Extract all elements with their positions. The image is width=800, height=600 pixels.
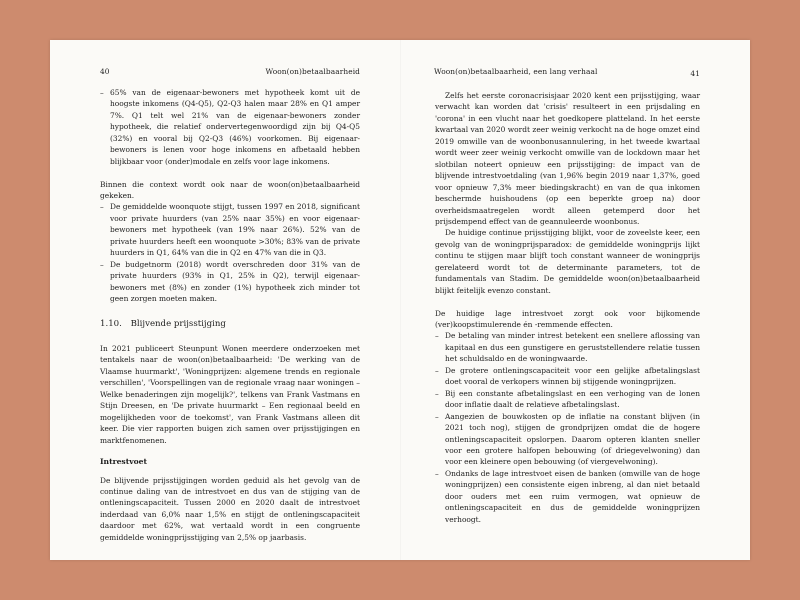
list-item: – Ondanks de lage intrestvoet eisen de banken (omwille van de hoge woningprijzen) een consistente eigen inbreng, al dan niet betaald door ouders met een ruim vermogen, wat opnieuw de ontleningscapaciteit en dus de gemiddelde woningprijzen verhoogt. [435, 468, 700, 525]
paragraph: De huidige continue prijsstijging blijkt, voor de zoveelste keer, een gevolg van de woningprijsparadox: de gemiddelde woningprijs lijkt continu te stijgen maar blijft toch constant wanneer de woningprijs gerelateerd wordt tot de determinante parameters, tot de fundamentals van Stadim. De gemiddelde woon(on)betaalbaarheid blijkt feitelijk evenzo constant. [435, 228, 700, 295]
section-number: 1.10. [100, 318, 122, 329]
running-head: Woon(on)betaalbaarheid, een lang verhaal [434, 67, 598, 76]
list-item: – De gemiddelde woonquote stijgt, tussen 1997 en 2018, significant voor private huurders (van 25% naar 35%) en voor eigenaar-bewoners met hypotheek (van 19% naar 26%). 52% van de private huurders heeft een woonquote >30%; 83% van de private huurders in Q1, 64% van die in Q2 en 47% van die in Q3. [100, 201, 360, 258]
left-page [50, 40, 400, 560]
right-page [400, 40, 750, 560]
book-spread [50, 40, 750, 560]
section-title: Blijvende prijsstijging [130, 318, 226, 329]
list-item: – De grotere ontleningscapaciteit voor een gelijke afbetalingslast doet vooral de verkopers winnen bij stijgende woningprijzen. [435, 365, 700, 388]
left-page-body [100, 87, 360, 543]
right-page-body [435, 90, 700, 525]
top-bullet-list [100, 87, 360, 167]
subsection-paragraph: De blijvende prijsstijgingen worden geduid als het gevolg van de continue daling van de intrestvoet en dus van de stijging van de ontleningscapaciteit. Tussen 2000 en 2020 daalt de intrestvoet inderdaad van 6,0% naar 1,5% en stijgt de ontleningscapaciteit daardoor met 62%, wat vertaald wordt in een congruente gemiddelde woningprijsstijging van 2,5% op jaarbasis. [100, 475, 360, 542]
list-item: – 65% van de eigenaar-bewoners met hypotheek komt uit de hoogste inkomens (Q4-Q5), Q2-Q3 halen maar 28% en Q1 amper 7%. Q1 telt wel 21% van de eigenaar-bewoners zonder hypotheek, die relatief ondervertegenwoordigd zijn bij Q4-Q5 (32%) en vooral bij Q2-Q3 (46%) voorkomen. Bij eigenaar-bewoners is lenen voor hoge inkomens en afbetaald hebben blijkbaar voor (onder)modale en zelfs voor lage inkomens. [100, 87, 360, 167]
context-bullet-list [100, 201, 360, 304]
list-item: – Aangezien de bouwkosten op de inflatie na constant blijven (in 2021 toch nog), stijgen de grondprijzen omdat die de hogere ontleningscapaciteit opslorpen. Daarom opteren klanten sneller voor een grotere halfopen bebouwing (of driegevelwoning) dan voor een kleinere open bebouwing (of viergevelwoning). [435, 411, 700, 468]
running-head: Woon(on)betaalbaarheid [265, 67, 360, 76]
section-paragraph: In 2021 publiceert Steunpunt Wonen meerdere onderzoeken met tentakels naar de woon(on)betaalbaarheid: 'De werking van de Vlaamse huurmarkt', 'Woningprijzen: algemene trends en regionale verschillen', 'Voorspellingen van de regionale vraag naar woningen – Welke benaderingen zijn mogelijk?', telkens van Frank Vastmans en Stijn Dreesen, en 'De private huurmarkt – Een regionaal beeld en mogelijkheden voor de toekomst', van Frank Vastmans alleen dit keer. Die vier rapporten buigen zich samen over prijsstijgingen en marktfenomenen. [100, 344, 360, 445]
list-item: – Bij een constante afbetalingslast en een verhoging van de lonen door inflatie daalt de relatieve afbetalingslast. [435, 388, 700, 411]
subsection-title: Intrestvoet [100, 457, 148, 467]
list-item: – De betaling van minder intrest betekent een snellere aflossing van kapitaal en dus een gunstigere en geruststellendere relatie tussen het schuldsaldo en de woningwaarde. [435, 330, 700, 364]
list-item: – De budgetnorm (2018) wordt overschreden door 31% van de private huurders (93% in Q1, 25% in Q2), terwijl eigenaar-bewoners met (8%) en zonder (1%) hypotheek zich minder tot geen zorgen moeten maken. [100, 259, 360, 305]
effects-bullet-list [435, 330, 700, 525]
page-number: 41 [690, 69, 700, 78]
page-number: 40 [100, 67, 110, 76]
paragraph: Zelfs het eerste coronacrisisjaar 2020 kent een prijsstijging, waar verwacht kan worden dat 'crisis' resulteert in een prijsdaling en 'corona' in een vlucht naar het goedkopere platteland. In het eerste kwartaal van 2020 wordt zeer weinig verkocht na de hoge omzet eind 2019 omwille van de woonbonusannulering, in het tweede kwartaal wordt weer zeer weinig verkocht omwille van de lockdown maar het slotbilan noteert opnieuw een prijsstijging: de impact van de blijvende intrestvoetdaling (van 1,96% begin 2019 naar 1,37%, goed voor opnieuw 7,3% meer biedingskracht) en van de qua inkomen beschermde huishoudens (op een beperkte groep na) door overheidsmaatregelen wordt alleen getemperd door het prijsdempend effect van de geannuleerde woonbonus. [435, 91, 700, 226]
section-heading [100, 319, 360, 330]
context-intro: Binnen die context wordt ook naar de woon(on)betaalbaarheid gekeken. [100, 179, 360, 201]
paragraph: De huidige lage intrestvoet zorgt ook voor bijkomende (ver)koopstimulerende én -remmende effecten. [435, 308, 700, 329]
